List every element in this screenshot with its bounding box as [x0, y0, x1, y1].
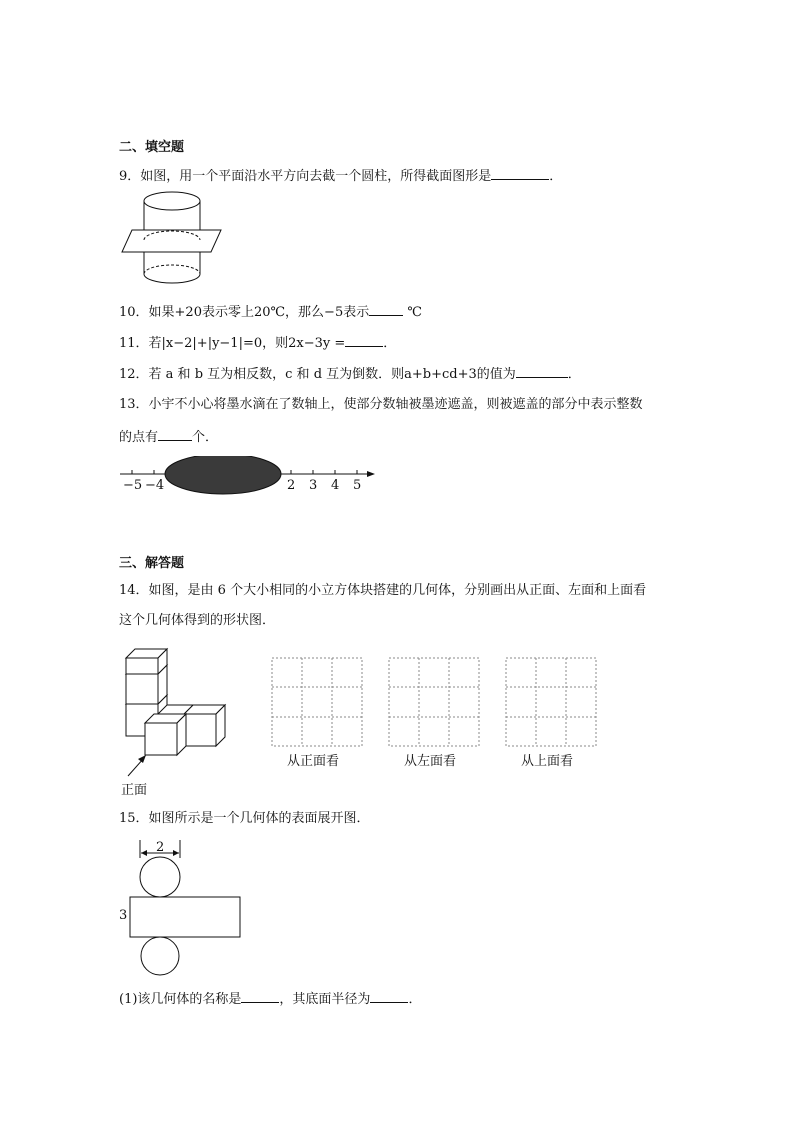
q13-text-a: 的点有 [119, 430, 159, 445]
axis-label-neg4: −4 [145, 478, 165, 493]
q13-answer-blank[interactable] [158, 427, 192, 441]
q12-answer-blank[interactable] [516, 364, 568, 378]
q15-sub1-text-a: (1)该几何体的名称是 [119, 992, 242, 1007]
q10-answer-blank[interactable] [369, 302, 403, 316]
question-13-line1: 13．小宇不小心将墨水滴在了数轴上，使部分数轴被墨迹遮盖，则被遮盖的部分中表示整数 [119, 397, 643, 412]
question-15: 15．如图所示是一个几何体的表面展开图． [119, 811, 370, 826]
net-dim-top: 2 [156, 840, 165, 855]
view-label-top: 从上面看 [521, 754, 574, 769]
q15-name-blank[interactable] [241, 989, 279, 1003]
q13-text-b: 个． [192, 430, 219, 445]
question-15-part1 [119, 989, 421, 1008]
front-label: 正面 [121, 783, 148, 798]
grid-top-view[interactable] [505, 657, 597, 747]
axis-label-5: 5 [353, 478, 362, 493]
q9-text: 9．如图，用一个平面沿水平方向去截一个圆柱，所得截面图形是 [119, 169, 492, 184]
view-label-left: 从左面看 [404, 754, 457, 769]
grid-left-view[interactable] [388, 657, 480, 747]
view-label-front: 从正面看 [287, 754, 340, 769]
question-14-line2: 这个几何体得到的形状图． [119, 613, 276, 628]
q15-sub1-text-b: ，其底面半径为 [279, 992, 371, 1007]
question-10 [119, 302, 422, 321]
q11-answer-blank[interactable] [345, 333, 383, 347]
ink-blot [165, 456, 281, 494]
question-12 [119, 364, 581, 383]
q10-text: 10．如果+20表示零上20℃，那么−5表示 [119, 305, 370, 320]
section-heading-fill: 二、填空题 [119, 140, 185, 155]
grid-front-view[interactable] [271, 657, 363, 747]
q11-text: 11．若|x−2|+|y−1|=0，则2x−3y = [119, 336, 346, 351]
question-9 [119, 166, 562, 185]
net-dim-left: 3 [119, 908, 128, 923]
axis-label-2: 2 [287, 478, 296, 493]
q10-end: ℃ [407, 305, 422, 320]
cube-stack-figure [118, 642, 230, 780]
axis-label-neg5: −5 [123, 478, 143, 493]
cylinder-net-figure [128, 838, 244, 976]
q9-end: ． [549, 169, 563, 184]
question-13-line2 [119, 427, 218, 446]
q12-end: ． [567, 367, 581, 382]
question-11 [119, 333, 396, 352]
section-heading-answer: 三、解答题 [119, 556, 185, 571]
cylinder-plane-figure [118, 188, 228, 288]
q12-text: 12．若 a 和 b 互为相反数，c 和 d 互为倒数．则a+b+cd+3的值为 [119, 367, 516, 382]
question-14-line1: 14．如图，是由 6 个大小相同的小立方体块搭建的几何体，分别画出从正面、左面和上面看 [119, 583, 647, 598]
q9-answer-blank[interactable] [491, 166, 549, 180]
q11-end: ． [383, 336, 397, 351]
q15-radius-blank[interactable] [370, 989, 408, 1003]
axis-label-4: 4 [331, 478, 340, 493]
q15-sub1-text-c: ． [408, 992, 422, 1007]
axis-label-3: 3 [309, 478, 318, 493]
